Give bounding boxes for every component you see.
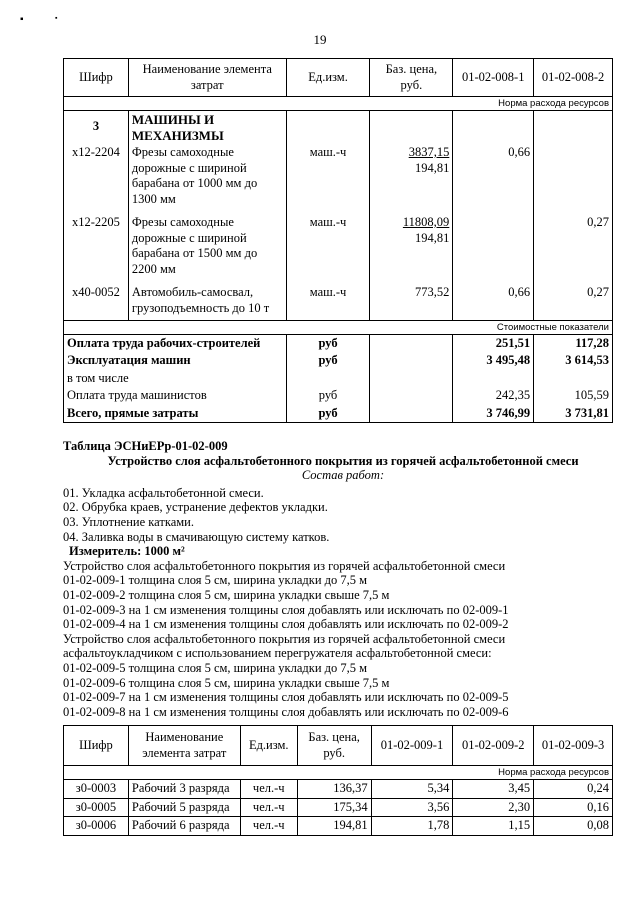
summary-row [64, 352, 613, 370]
row-name: Рабочий 5 разряда [128, 798, 240, 817]
text-line: асфальтоукладчиком с использованием перегружателя асфальтобетонной смеси: [63, 646, 492, 661]
summary-name: Оплата труда рабочих-строителей [64, 334, 287, 352]
header-code: Шифр [64, 726, 129, 766]
summary-unit: руб [286, 387, 370, 405]
row-unit: чел.-ч [240, 798, 297, 817]
row-v1: 3,56 [371, 798, 453, 817]
row-unit: чел.-ч [240, 780, 297, 799]
row-price: 11808,09 194,81 [370, 214, 453, 284]
summary-v1: 3 495,48 [453, 352, 534, 370]
text-line: 01-02-009-6 толщина слоя 5 см, ширина укладки свыше 7,5 м [63, 675, 390, 690]
table-row [64, 798, 613, 817]
row-v2: 0,27 [534, 214, 613, 284]
table-header-row [64, 59, 613, 97]
table-header-row [64, 726, 613, 766]
header-col1: 01-02-008-1 [453, 59, 534, 97]
row-code: з0-0003 [64, 780, 129, 799]
summary-v2: 105,59 [534, 387, 613, 405]
row-v1: 0,66 [453, 284, 534, 320]
row-v3: 0,16 [534, 798, 613, 817]
row-v2: 1,15 [453, 817, 534, 836]
resource-table-009 [63, 725, 613, 836]
row-code: х12-2205 [64, 214, 129, 284]
text-line: 01-02-009-1 толщина слоя 5 см, ширина укладки до 7,5 м [63, 573, 368, 588]
table-subtitle: Устройство слоя асфальтобетонного покрытия из горячей асфальтобетонной смеси [107, 453, 579, 468]
summary-name: в том числе [64, 370, 287, 388]
row-code: з0-0006 [64, 817, 129, 836]
row-price: 773,52 [370, 284, 453, 320]
work-item: 04. Заливка воды в смачивающую систему катков. [63, 529, 330, 544]
row-code: х40-0052 [64, 284, 129, 320]
page-number: 19 [313, 32, 327, 47]
row-name: Рабочий 6 разряда [128, 817, 240, 836]
row-unit: чел.-ч [240, 817, 297, 836]
summary-v1: 3 746,99 [453, 405, 534, 423]
composition-label: Состав работ: [301, 468, 385, 483]
row-v1 [453, 214, 534, 284]
row-v2: 0,27 [534, 284, 613, 320]
summary-v2: 117,28 [534, 334, 613, 352]
row-v1: 0,66 [453, 144, 534, 214]
row-v1: 1,78 [371, 817, 453, 836]
work-item: 02. Обрубка краев, устранение дефектов укладки. [63, 500, 328, 515]
text-line: 01-02-009-5 толщина слоя 5 см, ширина укладки до 7,5 м [63, 660, 368, 675]
row-price: 194,81 [297, 817, 371, 836]
norm-row [64, 766, 613, 780]
summary-row [64, 387, 613, 405]
summary-v1: 251,51 [453, 334, 534, 352]
section-row [64, 111, 613, 145]
row-v3: 0,08 [534, 817, 613, 836]
summary-name: Оплата труда машинистов [64, 387, 287, 405]
summary-v2: 3 731,81 [534, 405, 613, 423]
meter-label: Измеритель: 1000 м² [69, 544, 185, 559]
row-name: Фрезы самоходные дорожные с шириной барабана от 1000 мм до 1300 мм [128, 144, 286, 214]
header-price: Баз. цена, руб. [297, 726, 371, 766]
row-v2: 3,45 [453, 780, 534, 799]
cost-label: Стоимостные показатели [64, 320, 613, 334]
row-code: х12-2204 [64, 144, 129, 214]
text-line: 01-02-009-3 на 1 см изменения толщины слоя добавлять или исключать по 02-009-1 [63, 602, 509, 617]
table-row [64, 144, 613, 214]
norm-label: Норма расхода ресурсов [64, 766, 613, 780]
summary-unit: руб [286, 334, 370, 352]
row-v2 [534, 144, 613, 214]
summary-row [64, 405, 613, 423]
header-price: Баз. цена, руб. [370, 59, 453, 97]
header-col3: 01-02-009-3 [534, 726, 613, 766]
row-name: Автомобиль-самосвал, грузоподъемность до 10 т [128, 284, 286, 320]
row-unit: маш.-ч [286, 144, 370, 214]
header-col2: 01-02-009-2 [453, 726, 534, 766]
row-v1: 5,34 [371, 780, 453, 799]
row-unit: маш.-ч [286, 284, 370, 320]
text-line: Устройство слоя асфальтобетонного покрытия из горячей асфальтобетонной смеси [63, 558, 506, 573]
row-unit: маш.-ч [286, 214, 370, 284]
header-code: Шифр [64, 59, 129, 97]
header-unit: Ед.изм. [240, 726, 297, 766]
summary-v1: 242,35 [453, 387, 534, 405]
table-title: Таблица ЭСНиЕРр-01-02-009 [63, 439, 228, 453]
cost-row [64, 320, 613, 334]
scan-dot: ▪ [55, 14, 58, 22]
summary-unit: руб [286, 352, 370, 370]
header-unit: Ед.изм. [286, 59, 370, 97]
header-col1: 01-02-009-1 [371, 726, 453, 766]
summary-row [64, 334, 613, 352]
row-price: 136,37 [297, 780, 371, 799]
resource-table-008 [63, 58, 613, 423]
text-block [63, 439, 623, 719]
header-name: Наименование элемента затрат [128, 726, 240, 766]
norm-row [64, 97, 613, 111]
row-name: Фрезы самоходные дорожные с шириной барабана от 1500 мм до 2200 мм [128, 214, 286, 284]
text-line: 01-02-009-2 толщина слоя 5 см, ширина укладки свыше 7,5 м [63, 587, 390, 602]
summary-v2: 3 614,53 [534, 352, 613, 370]
text-line: 01-02-009-7 на 1 см изменения толщины слоя добавлять или исключать по 02-009-5 [63, 690, 509, 705]
table-row [64, 780, 613, 799]
row-price: 175,34 [297, 798, 371, 817]
text-line: 01-02-009-4 на 1 см изменения толщины слоя добавлять или исключать по 02-009-2 [63, 617, 509, 632]
table-row [64, 214, 613, 284]
row-code: з0-0005 [64, 798, 129, 817]
header-name: Наименование элемента затрат [128, 59, 286, 97]
work-item: 01. Укладка асфальтобетонной смеси. [63, 485, 264, 500]
row-v3: 0,24 [534, 780, 613, 799]
row-name: Рабочий 3 разряда [128, 780, 240, 799]
scan-dot: ▪ [20, 14, 24, 25]
section-code: 3 [64, 111, 129, 145]
table-row [64, 284, 613, 320]
text-line: Устройство слоя асфальтобетонного покрытия из горячей асфальтобетонной смеси [63, 631, 506, 646]
summary-row [64, 370, 613, 388]
text-line: 01-02-009-8 на 1 см изменения толщины слоя добавлять или исключать по 02-009-6 [63, 704, 509, 719]
summary-name: Эксплуатация машин [64, 352, 287, 370]
row-v2: 2,30 [453, 798, 534, 817]
summary-unit: руб [286, 405, 370, 423]
row-price: 3837,15 194,81 [370, 144, 453, 214]
norm-label: Норма расхода ресурсов [64, 97, 613, 111]
work-item: 03. Уплотнение катками. [63, 514, 194, 529]
header-col2: 01-02-008-2 [534, 59, 613, 97]
summary-name: Всего, прямые затраты [64, 405, 287, 423]
section-name: МАШИНЫ И МЕХАНИЗМЫ [128, 111, 286, 145]
table-row [64, 817, 613, 836]
